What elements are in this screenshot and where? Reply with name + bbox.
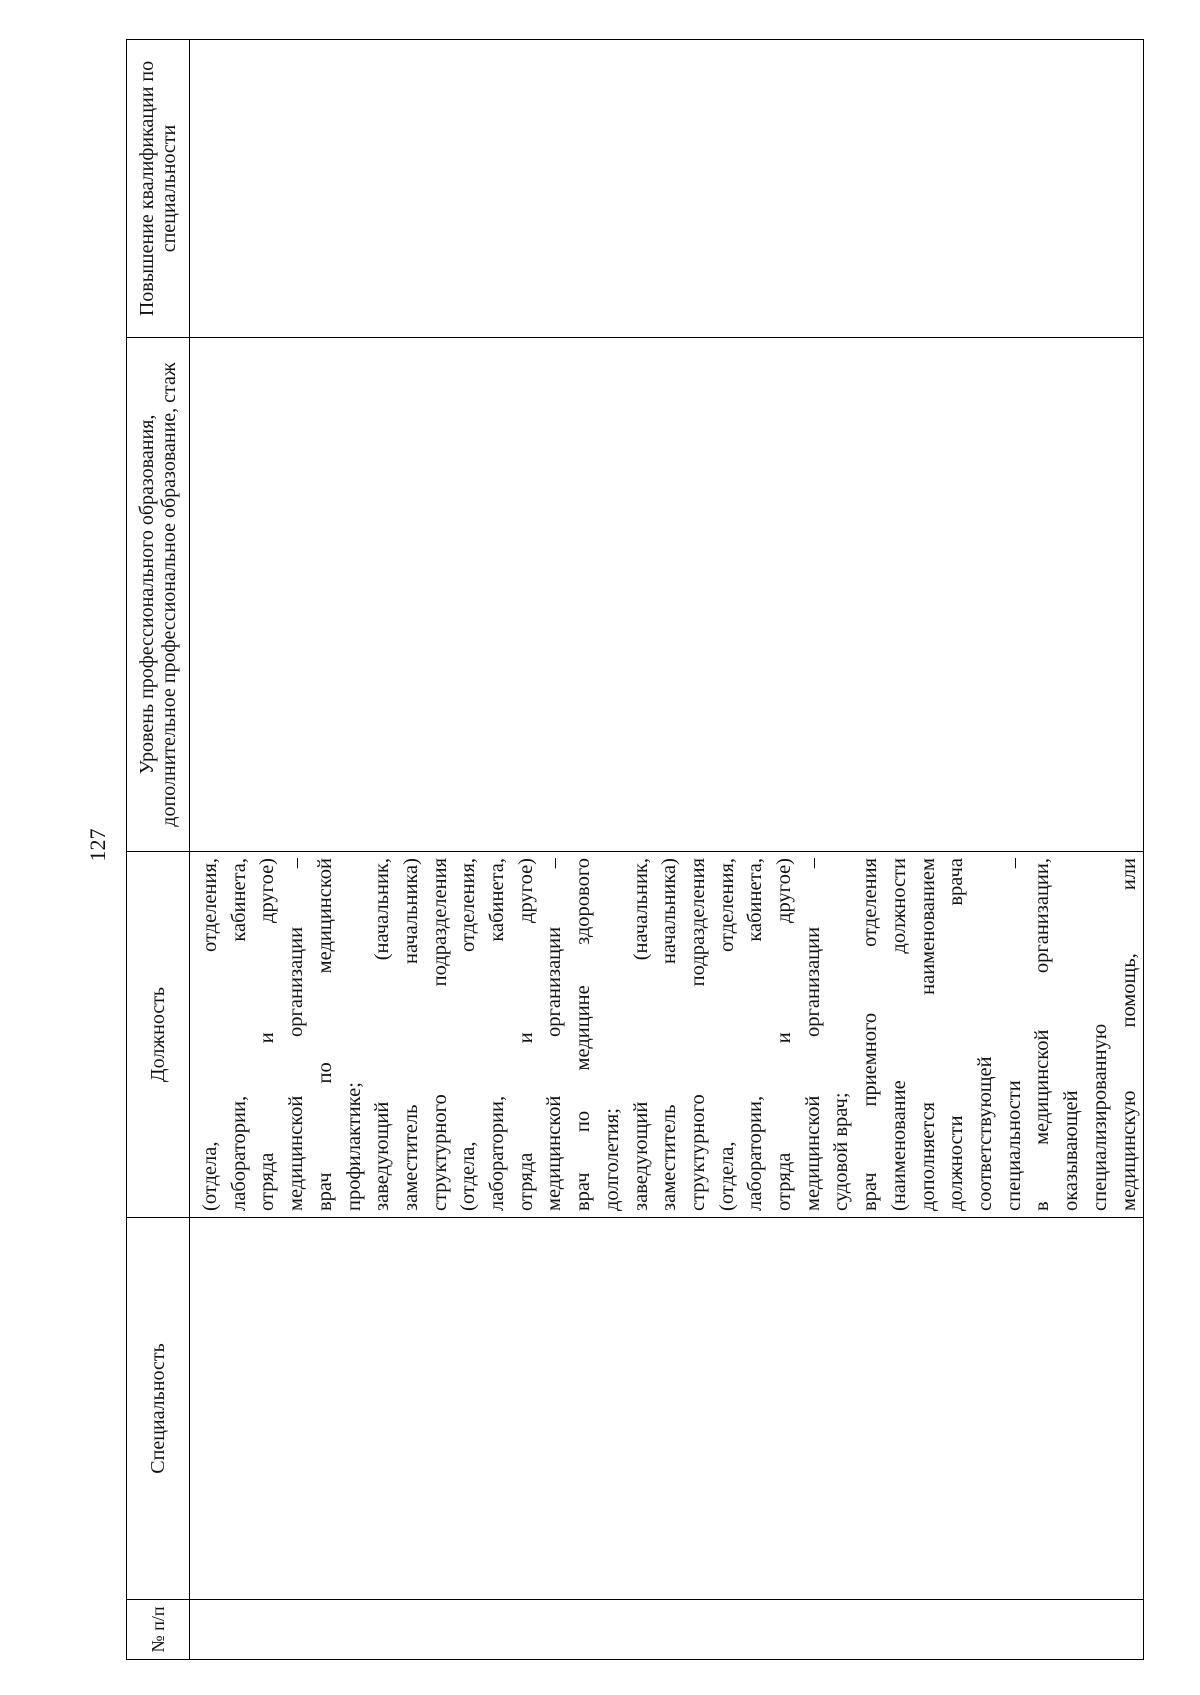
position-line: (наименование должности (887, 858, 910, 1211)
position-line: медицинскую помощь, или (1117, 858, 1140, 1211)
position-line: структурного подразделения (428, 858, 451, 1211)
position-line: отряда и другое) (514, 858, 537, 1211)
cell-qualification (190, 40, 1144, 338)
header-specialty: Специальность (127, 1218, 190, 1600)
position-line: должности врача (945, 858, 968, 1211)
position-line: врач по медицинской (313, 858, 336, 1211)
position-line: заместитель начальника) (658, 858, 681, 1211)
position-line: профилактике; (342, 1082, 365, 1211)
table-header-row (127, 40, 190, 1660)
cell-number (190, 1600, 1144, 1660)
position-line: (отдела, отделения, (199, 858, 221, 1211)
position-text (190, 852, 1143, 1217)
position-line: медицинской организации – (285, 858, 308, 1211)
position-line: дополняется наименованием (916, 858, 939, 1211)
position-line: соответствующей (973, 1056, 996, 1211)
position-line: специальности – (1002, 858, 1025, 1211)
position-line: структурного подразделения (686, 858, 709, 1211)
position-line: судовой врач; (830, 1092, 853, 1211)
cell-specialty (190, 1218, 1144, 1600)
rotated-landscape-page (126, 40, 1140, 1660)
position-line: (отдела, отделения, (715, 858, 738, 1211)
cell-position (190, 852, 1144, 1218)
position-line: в медицинской организации, (1031, 858, 1054, 1211)
position-line: оказывающей (1060, 1090, 1083, 1211)
position-line: заведующий (начальник, (371, 858, 394, 1211)
header-qualification: Повышение квалификации по специальности (127, 40, 190, 338)
cell-education (190, 338, 1144, 852)
position-line: врач по медицине здорового (572, 858, 595, 1211)
position-line: лаборатории, кабинета, (486, 858, 509, 1211)
position-line: медицинской организации – (801, 858, 824, 1211)
table-row (190, 40, 1144, 1660)
position-line: заведующий (начальник, (629, 858, 652, 1211)
position-line: врач приемного отделения (859, 858, 882, 1211)
position-line: специализированную (1088, 1023, 1111, 1211)
header-education: Уровень профессионального образования, дополнительное профессиональное образование, стаж (127, 338, 190, 852)
position-line: (отдела, отделения, (457, 858, 480, 1211)
header-number: № п/п (127, 1600, 190, 1660)
position-line: долголетия; (600, 1108, 623, 1211)
header-position: Должность (127, 852, 190, 1218)
qualification-table (126, 39, 1144, 1660)
position-line: заместитель начальника) (399, 858, 422, 1211)
position-line: лаборатории, кабинета, (744, 858, 767, 1211)
page-number: 127 (85, 828, 110, 862)
position-line: лаборатории, кабинета, (227, 858, 250, 1211)
position-line: отряда и другое) (256, 858, 279, 1211)
position-line: отряда и другое) (773, 858, 796, 1211)
position-line: медицинской организации – (543, 858, 566, 1211)
